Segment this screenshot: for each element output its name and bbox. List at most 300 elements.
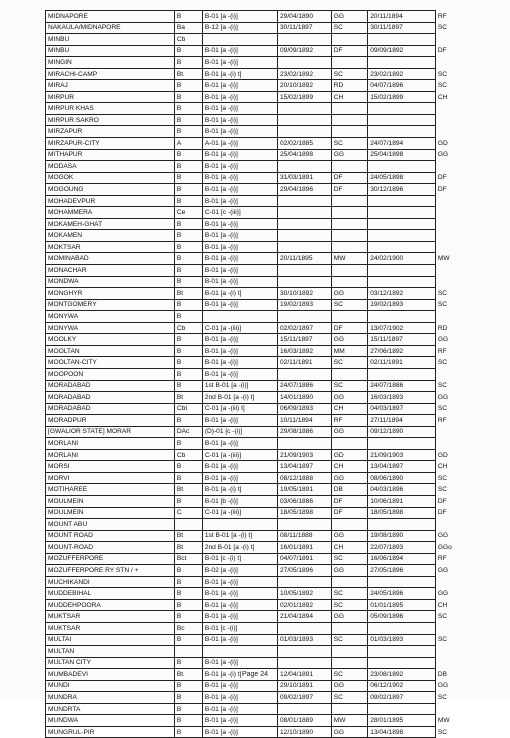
dept-cell [331,276,368,288]
dept-closed-cell [435,646,494,658]
station-name-cell: MOUNT ROAD [46,530,175,542]
table-row [46,149,495,161]
code-cell: B-01 [a -(i)] [202,276,277,288]
dept-cell [331,195,368,207]
code-cell: B-01 [a -(i)] [202,45,277,57]
class-cell: B [174,103,202,115]
date-closed-cell [368,265,436,277]
date-closed-cell: 16/06/1894 [368,553,436,565]
date-closed-cell: 01/03/1893 [368,634,436,646]
dept-closed-cell: GG [437,590,449,598]
page-number: Page 24 [241,671,269,678]
station-name-cell: MUNDI [46,680,175,692]
station-name-cell: MORADABAD [46,392,175,404]
dept-closed-cell [435,230,494,242]
dept-cell [331,114,368,126]
dept-closed-cell: GG [437,393,449,401]
class-cell: Bt [174,288,202,300]
code-cell: B-01 [a -(i)] [202,588,277,600]
class-cell: B [174,726,202,738]
code-cell: B-01 [a -(i)] [202,265,277,277]
dept-cell [331,368,368,380]
date-opened-cell: 23/02/1892 [278,68,332,80]
date-opened-cell: 19/02/1893 [278,299,332,311]
class-cell: B [174,588,202,600]
dept-cell: GG [331,334,368,346]
date-closed-cell: 24/02/1900 [368,253,436,265]
date-opened-cell: 19/05/1891 [278,484,332,496]
class-cell: C [174,507,202,519]
dept-closed-cell [435,576,494,588]
dept-closed-cell: SC [437,694,448,702]
dept-closed-cell: SC [437,359,448,367]
dept-closed-cell: RD [437,324,448,332]
table-row [46,334,495,346]
station-name-cell: MOGOK [46,172,175,184]
dept-closed-cell: GD [437,139,448,147]
dept-cell: GG [331,565,368,577]
date-closed-cell: 28/01/1895 [368,715,436,727]
station-name-cell: MORLANI [46,449,175,461]
date-closed-cell [368,207,436,219]
class-cell: B [174,565,202,577]
date-closed-cell [368,195,436,207]
code-cell: B-01 [a -(i)] [202,172,277,184]
dept-closed-cell [435,622,494,634]
table-row [46,368,495,380]
date-closed-cell: 15/02/1899 [368,91,436,103]
table-row [46,438,495,450]
table-row [46,80,495,92]
date-closed-cell: 04/03/1896 [368,484,436,496]
dept-closed-cell: RF [437,347,447,355]
class-cell: Bt [174,68,202,80]
date-opened-cell [278,311,332,323]
dept-closed-cell: GG [437,682,449,690]
dept-closed-cell: SC [437,382,448,390]
station-name-cell: MOULMEIN [46,507,175,519]
date-closed-cell [368,622,436,634]
code-cell: B-01 [a -(i)] [202,368,277,380]
code-cell: B-01 [a -(i) t] [202,669,277,681]
class-cell: B [174,218,202,230]
station-name-cell: MITHAPUR [46,149,175,161]
code-cell: B-01 [a -(i)] [202,680,277,692]
code-cell: B-01 [c -(i)] [202,622,277,634]
date-opened-cell: 02/02/1885 [278,138,332,150]
table-row [46,184,495,196]
table-row [46,91,495,103]
class-cell: B [174,265,202,277]
dept-closed-cell: SC [437,636,448,644]
dept-closed-cell [435,311,494,323]
station-name-cell: MOOPOON [46,368,175,380]
date-closed-cell [368,126,436,138]
date-closed-cell: 23/08/1892 [368,669,436,681]
table-row [46,299,495,311]
dept-cell: CH [331,461,368,473]
date-closed-cell: 25/04/1898 [368,149,436,161]
class-cell: B [174,114,202,126]
class-cell: Cb [174,322,202,334]
dept-cell [331,622,368,634]
date-closed-cell: 20/11/1894 [368,11,436,23]
date-closed-cell [368,703,436,715]
code-cell: B-01 [a -(i)] [202,634,277,646]
class-cell: Ce [174,207,202,219]
code-cell: B-01 [a -(i)] [202,415,277,427]
dept-cell: DF [331,45,368,57]
table-row [46,276,495,288]
date-opened-cell [278,265,332,277]
class-cell: Ba [174,22,202,34]
code-cell: B-01 [a -(i)] [202,357,277,369]
table-row [46,599,495,611]
date-opened-cell: 03/06/1886 [278,495,332,507]
date-opened-cell: 01/03/1893 [278,634,332,646]
class-cell: B [174,91,202,103]
date-closed-cell: 09/02/1897 [368,692,436,704]
code-cell: (D)-01 [c -(i)] [202,426,277,438]
dept-closed-cell: SC [437,24,448,32]
code-cell: B-01 [a -(i)] [202,103,277,115]
date-opened-cell: 13/04/1897 [278,461,332,473]
dept-cell: CH [331,403,368,415]
station-name-cell: [GWALIOR STATE] MORAR [46,426,175,438]
class-cell: B [174,692,202,704]
station-name-cell: MORADABAD [46,380,175,392]
date-closed-cell: 04/03/1897 [368,403,436,415]
date-closed-cell: 19/02/1893 [368,299,436,311]
class-cell: Bt [174,542,202,554]
register-body [46,11,495,738]
dept-cell [331,703,368,715]
code-cell: B-01 [a -(i)] [202,299,277,311]
station-name-cell: MONGHYR [46,288,175,300]
dept-cell: SC [331,599,368,611]
dept-cell: GG [331,11,368,23]
date-opened-cell [278,657,332,669]
date-closed-cell [368,311,436,323]
code-cell: B-01 [a -(i) t] [202,68,277,80]
code-cell: C-01 [a -(iii) t] [202,403,277,415]
table-row [46,11,495,23]
date-opened-cell: 20/10/1892 [278,80,332,92]
code-cell: B-12 [a -(i)] [202,22,277,34]
dept-closed-cell: DB [437,670,448,678]
station-name-cell: MODASA [46,161,175,173]
date-closed-cell: 24/05/1898 [368,172,436,184]
dept-cell: SC [331,634,368,646]
table-row [46,218,495,230]
class-cell: B [174,172,202,184]
date-closed-cell: 19/08/1890 [368,530,436,542]
dept-cell: MM [331,345,368,357]
table-row [46,311,495,323]
class-cell: Bt [174,669,202,681]
table-row [46,138,495,150]
date-opened-cell: 08/11/1888 [278,530,332,542]
table-row [46,22,495,34]
class-cell: B [174,715,202,727]
date-opened-cell: 29/04/1896 [278,184,332,196]
class-cell: B [174,149,202,161]
dept-cell: SC [331,138,368,150]
date-closed-cell: 24/05/1896 [368,588,436,600]
station-name-cell: MULTAN CITY [46,657,175,669]
dept-cell [331,646,368,658]
class-cell: B [174,357,202,369]
station-name-cell: MIRPUR [46,91,175,103]
table-row [46,646,495,658]
station-name-cell: MUNGRUL-PIR [46,726,175,738]
code-cell: B-01 [a -(i)] [202,184,277,196]
code-cell: B-01 [a -(i)] [202,218,277,230]
class-cell: B [174,311,202,323]
class-cell: B [174,345,202,357]
date-closed-cell: 01/01/1895 [368,599,436,611]
dept-cell: SC [331,380,368,392]
date-opened-cell: 18/05/1898 [278,507,332,519]
dept-closed-cell: SC [437,301,448,309]
class-cell: Bc [174,622,202,634]
dept-cell: GG [331,149,368,161]
class-cell [174,646,202,658]
date-closed-cell [368,230,436,242]
table-row [46,726,495,738]
station-name-cell: MOKAMEN [46,230,175,242]
table-row [46,703,495,715]
code-cell: B-01 [a -(i)] [202,334,277,346]
dept-cell: GG [331,288,368,300]
dept-cell [331,576,368,588]
code-cell: 1st B-01 [a -(i) t] [202,530,277,542]
station-name-cell: MUCHIKANDI [46,576,175,588]
dept-closed-cell [435,438,494,450]
station-name-cell: MUKTSAR [46,611,175,623]
station-name-cell: MOGOUNG [46,184,175,196]
class-cell: Cbt [174,403,202,415]
table-row [46,195,495,207]
station-name-cell: MORADABAD [46,403,175,415]
class-cell: B [174,611,202,623]
table-row [46,230,495,242]
date-opened-cell [278,622,332,634]
dept-cell: SC [331,357,368,369]
register-table [45,10,495,738]
date-closed-cell: 24/07/1886 [368,380,436,392]
dept-closed-cell [435,126,494,138]
date-closed-cell [368,218,436,230]
table-row [46,380,495,392]
table-row [46,472,495,484]
date-opened-cell: 04/07/1891 [278,553,332,565]
class-cell: B [174,495,202,507]
class-cell: Bt [174,484,202,496]
code-cell: B-01 [a -(i)] [202,715,277,727]
date-closed-cell [368,34,436,46]
station-name-cell: MUMBADEVI [46,669,175,681]
date-opened-cell [278,368,332,380]
dept-closed-cell: GG [437,532,449,540]
date-opened-cell: 21/09/1903 [278,449,332,461]
class-cell: A [174,138,202,150]
dept-closed-cell: DF [437,47,447,55]
station-name-cell: MOZUFFERPORE [46,553,175,565]
station-name-cell: MOOLKY [46,334,175,346]
date-closed-cell: 27/11/1894 [368,415,436,427]
class-cell: B [174,461,202,473]
dept-closed-cell: DF [437,509,447,517]
code-cell: B-01 [a -(i)] [202,241,277,253]
dept-cell: GG [331,426,368,438]
code-cell: B-01 [a -(i)] [202,126,277,138]
dept-closed-cell: RF [437,12,447,20]
table-row [46,553,495,565]
table-row [46,253,495,265]
station-name-cell: MONTGOMERY [46,299,175,311]
date-opened-cell [278,438,332,450]
date-opened-cell: 12/10/1890 [278,726,332,738]
class-cell: B [174,57,202,69]
date-closed-cell [368,576,436,588]
dept-cell: DF [331,322,368,334]
class-cell: B [174,576,202,588]
dept-closed-cell [435,103,494,115]
date-opened-cell: 29/10/1891 [278,680,332,692]
date-closed-cell [368,646,436,658]
date-closed-cell: 08/06/1890 [368,472,436,484]
station-name-cell: MOULMEIN [46,495,175,507]
dept-closed-cell [435,519,494,531]
date-closed-cell: 24/07/1894 [368,138,436,150]
class-cell: B [174,703,202,715]
code-cell: B-01 [c -(i) t] [202,553,277,565]
date-opened-cell [278,114,332,126]
dept-cell: MW [331,715,368,727]
date-opened-cell [278,576,332,588]
code-cell: B-01 [a -(i)] [202,461,277,473]
table-row [46,565,495,577]
date-opened-cell: 10/05/1892 [278,588,332,600]
station-name-cell: MUDDEHPOORA [46,599,175,611]
class-cell: B [174,334,202,346]
dept-cell [331,126,368,138]
dept-closed-cell [435,703,494,715]
date-closed-cell: 15/11/1897 [368,334,436,346]
date-opened-cell: 30/11/1897 [278,22,332,34]
table-row [46,634,495,646]
dept-cell [331,519,368,531]
station-name-cell: MORADPUR [46,415,175,427]
date-opened-cell: 09/02/1897 [278,692,332,704]
class-cell: B [174,438,202,450]
class-cell: B [174,680,202,692]
table-row [46,288,495,300]
code-cell: B-01 [a -(i)] [202,253,277,265]
date-opened-cell [278,230,332,242]
dept-cell [331,103,368,115]
date-opened-cell: 29/08/1886 [278,426,332,438]
code-cell: B-01 [a -(i)] [202,230,277,242]
dept-closed-cell [435,276,494,288]
class-cell: B [174,11,202,23]
station-name-cell: MIRZAPUR-CITY [46,138,175,150]
date-opened-cell: 24/07/1886 [278,380,332,392]
dept-cell: SC [331,299,368,311]
date-closed-cell: 23/02/1892 [368,68,436,80]
table-row [46,161,495,173]
class-cell: DAc [174,426,202,438]
dept-closed-cell: RF [437,555,447,563]
table-row [46,114,495,126]
dept-closed-cell: DF [437,174,447,182]
code-cell: B-01 [a -(i)] [202,703,277,715]
dept-closed-cell [435,265,494,277]
station-name-cell: MONYWA [46,322,175,334]
table-row [46,265,495,277]
date-opened-cell: 09/09/1892 [278,45,332,57]
table-row [46,622,495,634]
dept-closed-cell: SC [437,728,448,736]
date-opened-cell [278,218,332,230]
code-cell: B-01 [a -(i)] [202,91,277,103]
station-name-cell: MINBU [46,45,175,57]
table-row [46,588,495,600]
dept-closed-cell [435,114,494,126]
dept-cell: SC [331,669,368,681]
dept-cell: CH [331,542,368,554]
class-cell: B [174,253,202,265]
dept-cell: CH [331,91,368,103]
date-closed-cell: 13/04/1897 [368,461,436,473]
date-opened-cell [278,241,332,253]
date-opened-cell: 14/01/1890 [278,392,332,404]
dept-cell [331,438,368,450]
class-cell [174,519,202,531]
dept-cell: DF [331,184,368,196]
date-closed-cell: 09/09/1892 [368,45,436,57]
table-row [46,45,495,57]
code-cell: B-01 [a -(i)] [202,57,277,69]
date-opened-cell: 06/09/1893 [278,403,332,415]
date-opened-cell [278,103,332,115]
class-cell: B [174,161,202,173]
date-closed-cell: 09/12/1890 [368,426,436,438]
date-closed-cell: 13/07/1902 [368,322,436,334]
class-cell: B [174,415,202,427]
table-row [46,692,495,704]
station-name-cell: MIRACHI-CAMP [46,68,175,80]
class-cell: B [174,657,202,669]
date-closed-cell: 05/09/1896 [368,611,436,623]
code-cell: B-01 [a -(i)] [202,345,277,357]
date-opened-cell: 10/11/1894 [278,415,332,427]
table-row [46,241,495,253]
date-opened-cell: 08/12/1888 [278,472,332,484]
code-cell: B-01 [a -(i) t] [202,484,277,496]
dept-cell [331,218,368,230]
station-name-cell: MONDWA [46,276,175,288]
code-cell [202,519,277,531]
dept-closed-cell [435,241,494,253]
dept-closed-cell [435,34,494,46]
station-name-cell: MONYWA [46,311,175,323]
class-cell: B [174,599,202,611]
dept-closed-cell: GG [437,336,449,344]
table-row [46,345,495,357]
dept-cell [331,265,368,277]
